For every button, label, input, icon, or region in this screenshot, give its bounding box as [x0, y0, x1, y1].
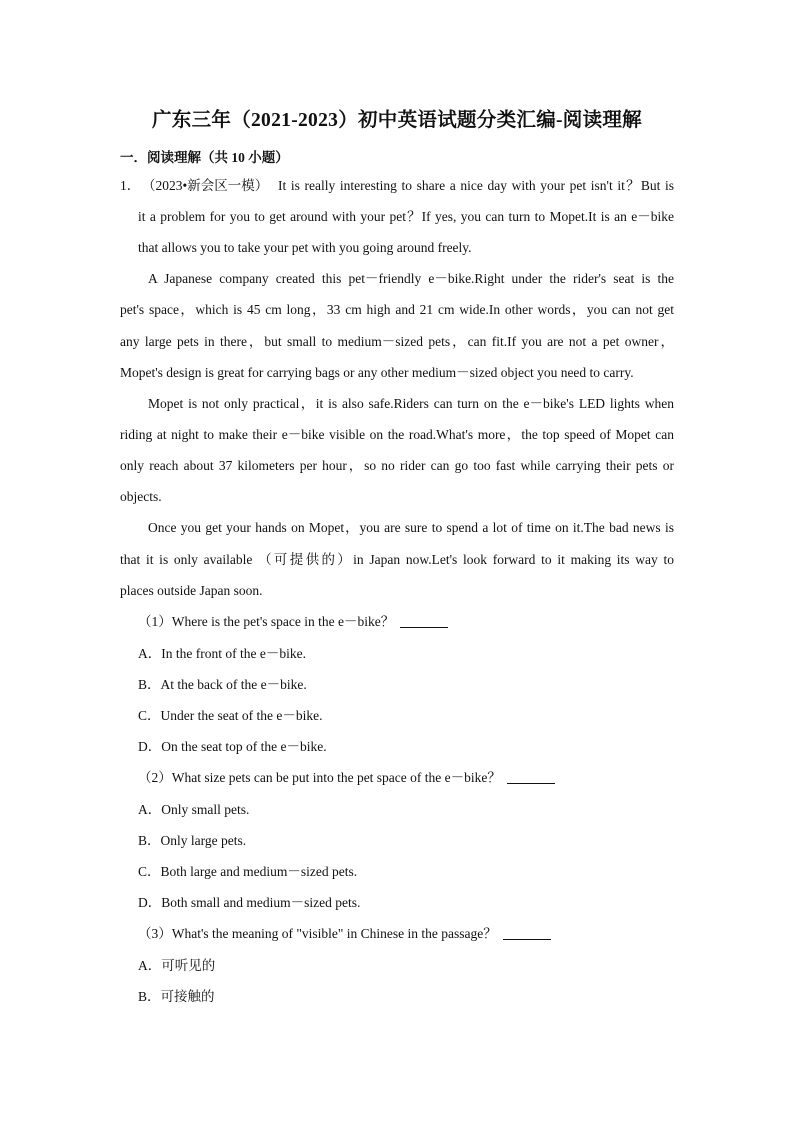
passage-line: objects. [120, 489, 162, 504]
document-title: 广东三年（2021-2023）初中英语试题分类汇编-阅读理解 [152, 110, 642, 131]
answer-option: D．On the seat top of the e－bike. [138, 739, 327, 754]
answer-option: C．Both large and medium－sized pets. [138, 864, 358, 879]
answer-option: A．可听见的 [138, 958, 216, 973]
passage-line: that it is only available （可提供的）in Japan now.Let's look forward to it making its way to [120, 552, 674, 567]
passage-line: it a problem for you to get around with your pet？If yes, you can turn to Mopet.It is an e－bike [138, 209, 674, 224]
answer-option: B．At the back of the e－bike. [138, 677, 307, 692]
prompt-text: （2）What size pets can be put into the pet space of the e－bike？ [138, 770, 501, 785]
passage-line: A Japanese company created this pet－friendly e－bike.Right under the rider's seat is the [148, 271, 674, 286]
sub-question-prompt [138, 769, 555, 787]
passage-line: Once you get your hands on Mopet，you are sure to spend a lot of time on it.The bad news is [148, 520, 674, 535]
passage-line: only reach about 37 kilometers per hour，so no rider can go too fast while carrying their pets or [120, 458, 674, 473]
answer-blank[interactable] [400, 613, 448, 628]
answer-option: B．Only large pets. [138, 833, 247, 848]
passage-line: any large pets in there，but small to medium－sized pets，can fit.If you are not a pet owner， [120, 334, 674, 349]
question-source: （2023•新会区一模） [142, 178, 269, 193]
passage-line: Mopet is not only practical，it is also safe.Riders can turn on the e－bike's LED lights when [148, 396, 674, 411]
passage-line: pet's space，which is 45 cm long，33 cm high and 21 cm wide.In other words，you can not get [120, 302, 674, 317]
answer-blank[interactable] [503, 925, 551, 940]
passage-line: It is really interesting to share a nice day with your pet isn't it？But is [278, 178, 674, 193]
sub-question-prompt [138, 925, 551, 943]
passage-line: riding at night to make their e－bike visible on the road.What's more，the top speed of Mopet can [120, 427, 674, 442]
prompt-text: （3）What's the meaning of "visible" in Chinese in the passage？ [138, 926, 497, 941]
answer-option: C．Under the seat of the e－bike. [138, 708, 323, 723]
answer-option: A．In the front of the e－bike. [138, 646, 306, 661]
section-heading: 一．阅读理解（共 10 小题） [120, 150, 289, 165]
answer-option: A．Only small pets. [138, 802, 250, 817]
answer-blank[interactable] [507, 769, 555, 784]
passage-line: that allows you to take your pet with you going around freely. [138, 240, 472, 255]
answer-option: B．可接触的 [138, 989, 215, 1004]
prompt-text: （1）Where is the pet's space in the e－bike？ [138, 614, 395, 629]
answer-option: D．Both small and medium－sized pets. [138, 895, 361, 910]
passage-line: Mopet's design is great for carrying bags or any other medium－sized object you need to carry. [120, 365, 634, 380]
question-number: 1． [120, 178, 141, 193]
sub-question-prompt [138, 613, 448, 631]
passage-line: places outside Japan soon. [120, 583, 263, 598]
